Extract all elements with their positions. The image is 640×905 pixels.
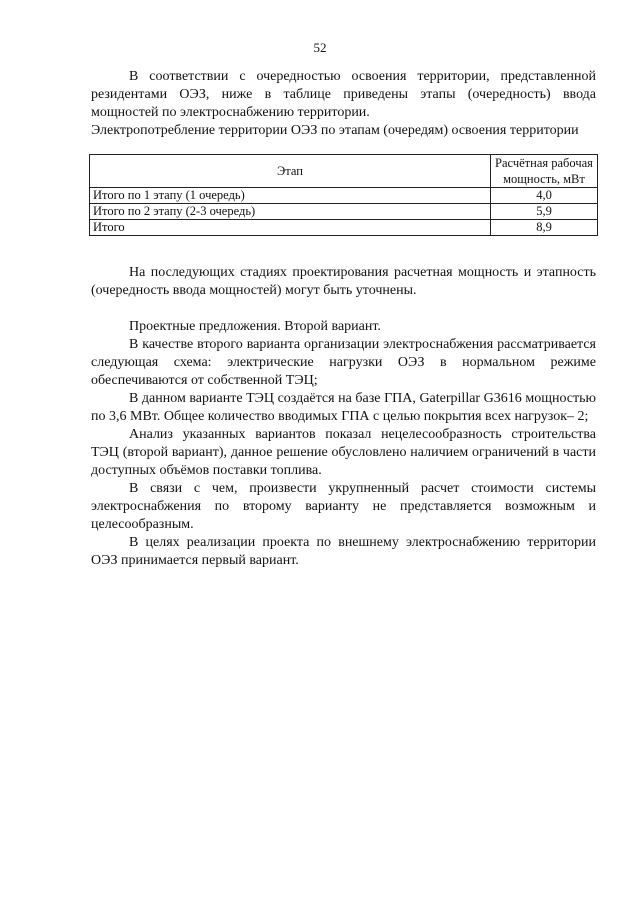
header-power: Расчётная рабочая мощность, мВт [491, 155, 598, 188]
after-table-paragraph: На последующих стадиях проектирования расчетная мощность и этапность (очередность ввода мощностей) могут быть уточнены. [91, 265, 596, 298]
row-power: 5,9 [491, 204, 598, 220]
page-number: 52 [313, 40, 327, 55]
row-power: 4,0 [491, 188, 598, 204]
row-stage: Итого по 1 этапу (1 очередь) [90, 188, 491, 204]
intro-section [91, 68, 596, 140]
proposals-paragraph: В данном варианте ТЭЦ создаётся на базе ГПА, Gaterpillar G3616 мощностью по 3,6 МВт. Общее количество вводимых ГПА с целью покрытия всех нагрузок– 2; [91, 391, 596, 424]
table-row [90, 188, 598, 204]
proposals-paragraph: В целях реализации проекта по внешнему электроснабжению территории ОЭЗ принимается первый вариант. [91, 535, 596, 568]
intro-paragraph: В соответствии с очередностью освоения территории, представленной резидентами ОЭЗ, ниже в таблице приведены этапы (очередность) ввода мощностей по электроснабжению территории. [91, 69, 596, 120]
table-caption: Электропотребление территории ОЭЗ по этапам (очередям) освоения территории [91, 123, 579, 138]
proposals-paragraph: В связи с чем, произвести укрупненный расчет стоимости системы электроснабжения по второму варианту не представляется возможным и целесообразным. [91, 481, 596, 532]
row-stage: Итого [90, 220, 491, 236]
table-header-row [90, 155, 598, 188]
power-table [89, 154, 598, 236]
table-row [90, 220, 598, 236]
row-stage: Итого по 2 этапу (2-3 очередь) [90, 204, 491, 220]
proposals-paragraph: Анализ указанных вариантов показал нецелесообразность строительства ТЭЦ (второй вариант), данное решение обусловлено наличием ограничений в части доступных объёмов поставки топлива. [91, 427, 596, 478]
row-power: 8,9 [491, 220, 598, 236]
proposals-section [91, 318, 596, 570]
after-table-section [91, 264, 596, 300]
proposals-paragraph: В качестве второго варианта организации электроснабжения рассматривается следующая схема: электрические нагрузки ОЭЗ в нормальном режиме обеспечиваются от собственной ТЭЦ; [91, 337, 596, 388]
table-row [90, 204, 598, 220]
proposals-heading: Проектные предложения. Второй вариант. [129, 319, 381, 334]
header-stage: Этап [90, 155, 491, 188]
